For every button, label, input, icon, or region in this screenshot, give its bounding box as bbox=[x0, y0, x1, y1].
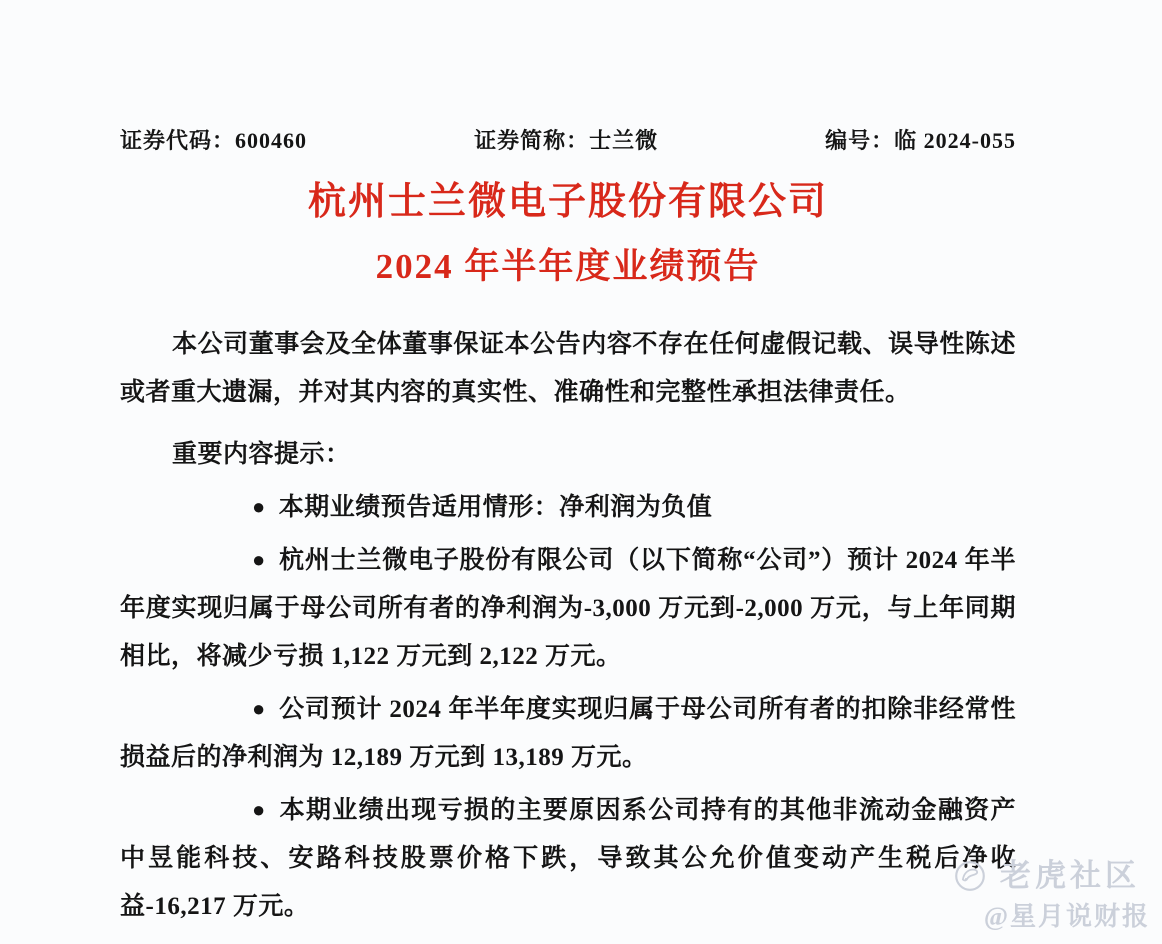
watermark-community-row bbox=[954, 858, 1140, 894]
company-title: 杭州士兰微电子股份有限公司 bbox=[307, 181, 828, 223]
watermark bbox=[954, 858, 1150, 932]
highlight-text: 本期业绩预告适用情形：净利润为负值 bbox=[278, 494, 713, 521]
stock-code-label: 证券代码： bbox=[120, 128, 236, 153]
doc-number-value: 临 2024-055 bbox=[894, 128, 1016, 153]
bullet-icon: ● bbox=[252, 696, 266, 721]
tiger-icon bbox=[954, 860, 986, 892]
highlight-item bbox=[120, 787, 1016, 931]
bullet-icon: ● bbox=[252, 547, 266, 572]
highlight-text: 本期业绩出现亏损的主要原因系公司持有的其他非流动金融资产中昱能科技、安路科技股票价格下跌，导致其公允价值变动产生税后净收益-16,217 万元。 bbox=[120, 797, 1016, 920]
stock-name-label: 证券简称： bbox=[474, 128, 590, 153]
highlight-text: 杭州士兰微电子股份有限公司（以下简称“公司”）预计 2024 年半年度实现归属于母公司所有者的净利润为-3,000 万元到-2,000 万元，与上年同期相比，将减少亏损 1,122 万元到 2,122 万元。 bbox=[120, 547, 1016, 670]
watermark-community-text: 老虎社区 bbox=[1000, 858, 1140, 893]
bullet-icon: ● bbox=[252, 797, 266, 822]
highlight-text: 公司预计 2024 年半年度实现归属于母公司所有者的扣除非经常性损益后的净利润为 12,189 万元到 13,189 万元。 bbox=[120, 696, 1016, 771]
stock-code-value: 600460 bbox=[235, 128, 308, 153]
stock-name bbox=[474, 127, 658, 155]
board-statement: 本公司董事会及全体董事保证本公告内容不存在任何虚假记载、误导性陈述或者重大遗漏，并对其内容的真实性、准确性和完整性承担法律责任。 bbox=[120, 331, 1016, 406]
highlights-heading: 重要内容提示： bbox=[172, 441, 351, 468]
highlight-item bbox=[120, 686, 1016, 782]
bullet-icon: ● bbox=[252, 494, 266, 519]
watermark-author: @星月说财报 bbox=[983, 902, 1150, 931]
report-subtitle: 2024 年半年度业绩预告 bbox=[375, 247, 761, 286]
doc-number bbox=[825, 127, 1016, 155]
highlight-item bbox=[120, 537, 1016, 681]
stock-name-value: 士兰微 bbox=[589, 128, 659, 153]
securities-header-row bbox=[120, 127, 1016, 155]
stock-code bbox=[120, 127, 307, 155]
highlight-item bbox=[120, 484, 1016, 532]
doc-number-label: 编号： bbox=[825, 128, 895, 153]
